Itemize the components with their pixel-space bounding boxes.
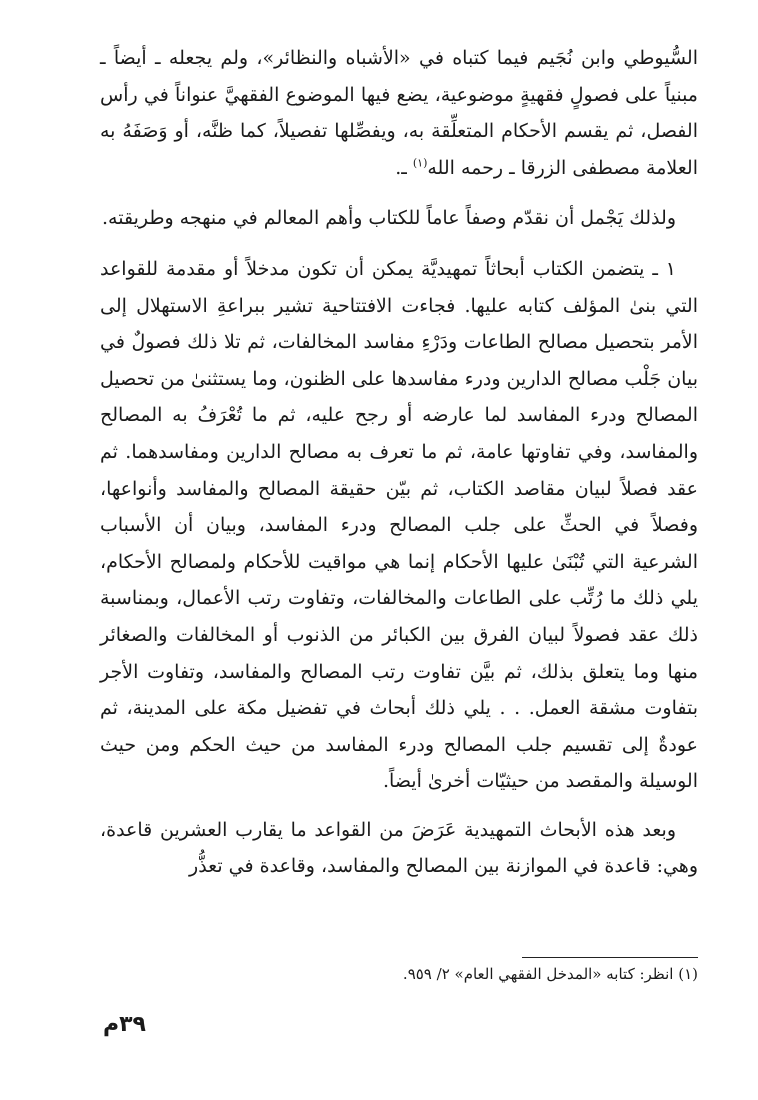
- paragraph-1: [100, 40, 698, 186]
- page-number: ٣٩م: [103, 1012, 146, 1037]
- footnote-divider: [522, 957, 698, 958]
- footnote-reference: (١): [412, 156, 428, 170]
- paragraph-2: ولذلك يَجْمل أن نقدّم وصفاً عاماً للكتاب وأهم المعالم في منهجه وطريقته.: [102, 207, 676, 230]
- body-text: [100, 40, 698, 885]
- paragraph-1-text: السُّيوطي وابن نُجَيم فيما كتباه في «الأشباه والنظائر»، ولم يجعله ـ أيضاً ـ مبنياً على فصولٍ فقهيةٍ موضوعية، يضع فيها الموضوع الفقهيَّ عنواناً في رأس الفصل، ثم يقسم الأحكام المتعلِّقة به، ويفصِّلها تفصيلاً، كما ظنَّه، أو وَصَفَهُ به العلامة مصطفى الزرقا ـ رحمه الله: [100, 47, 698, 179]
- footnote: (١) انظر: كتابه «المدخل الفقهي العام» ٢/ ٩٥٩.: [402, 965, 698, 983]
- paragraph-1-end: ـ.: [395, 156, 413, 179]
- paragraph-3: ١ ـ يتضمن الكتاب أبحاثاً تمهيديَّة يمكن أن تكون مدخلاً أو مقدمة للقواعد التي بنىٰ المؤلف كتابه عليها. فجاءت الافتتاحية تشير ببراعةِ الاستهلال إلى الأمر بتحصيل مصالح الطاعات ودَرْءِ مفاسد المخالفات، ثم تلا ذلك فصولٌ في بيان جَلْب مصالح الدارين ودرء مفاسدها على الظنون، وما يستثنىٰ من تحصيل المصالح ودرء المفاسد لما عارضه أو رجح عليه، ثم ما تُعْرَفُ به المصالح والمفاسد، وفي تفاوتها عامة، ثم ما تعرف به مصالح الدارين ومفاسدهما. ثم عقد فصلاً لبيان مقاصد الكتاب، ثم بيّن حقيقة المصالح والمفاسد وأنواعها، وفصلاً في الحثِّ على جلب المصالح ودرء المفاسد، وبيان أن الأسباب الشرعية التي تُبْنَىٰ عليها الأحكام إنما هي مواقيت للأحكام ولمصالح الأحكام، يلي ذلك ما رُتِّب على الطاعات والمخالفات، وتفاوت رتب الأعمال، وبمناسبة ذلك عقد فصولاً لبيان الفرق بين الكبائر من الذنوب أو المخالفات والصغائر منها وما يتعلق بذلك، ثم بيَّن تفاوت رتب المصالح والمفاسد، وتفاوت الأجر بتفاوت مشقة العمل. . . يلي ذلك أبحاث في تفضيل مكة على المدينة، ثم عودةٌ إلى تقسيم جلب المصالح ودرء المفاسد من حيث الحكم ومن حيث الوسيلة والمقصد من حيثيّات أخرىٰ أيضاً.: [100, 257, 698, 793]
- paragraph-4: وبعد هذه الأبحاث التمهيدية عَرَضَ من القواعد ما يقارب العشرين قاعدة، وهي: قاعدة في الموازنة بين المصالح والمفاسد، وقاعدة في تعذُّر: [100, 818, 698, 878]
